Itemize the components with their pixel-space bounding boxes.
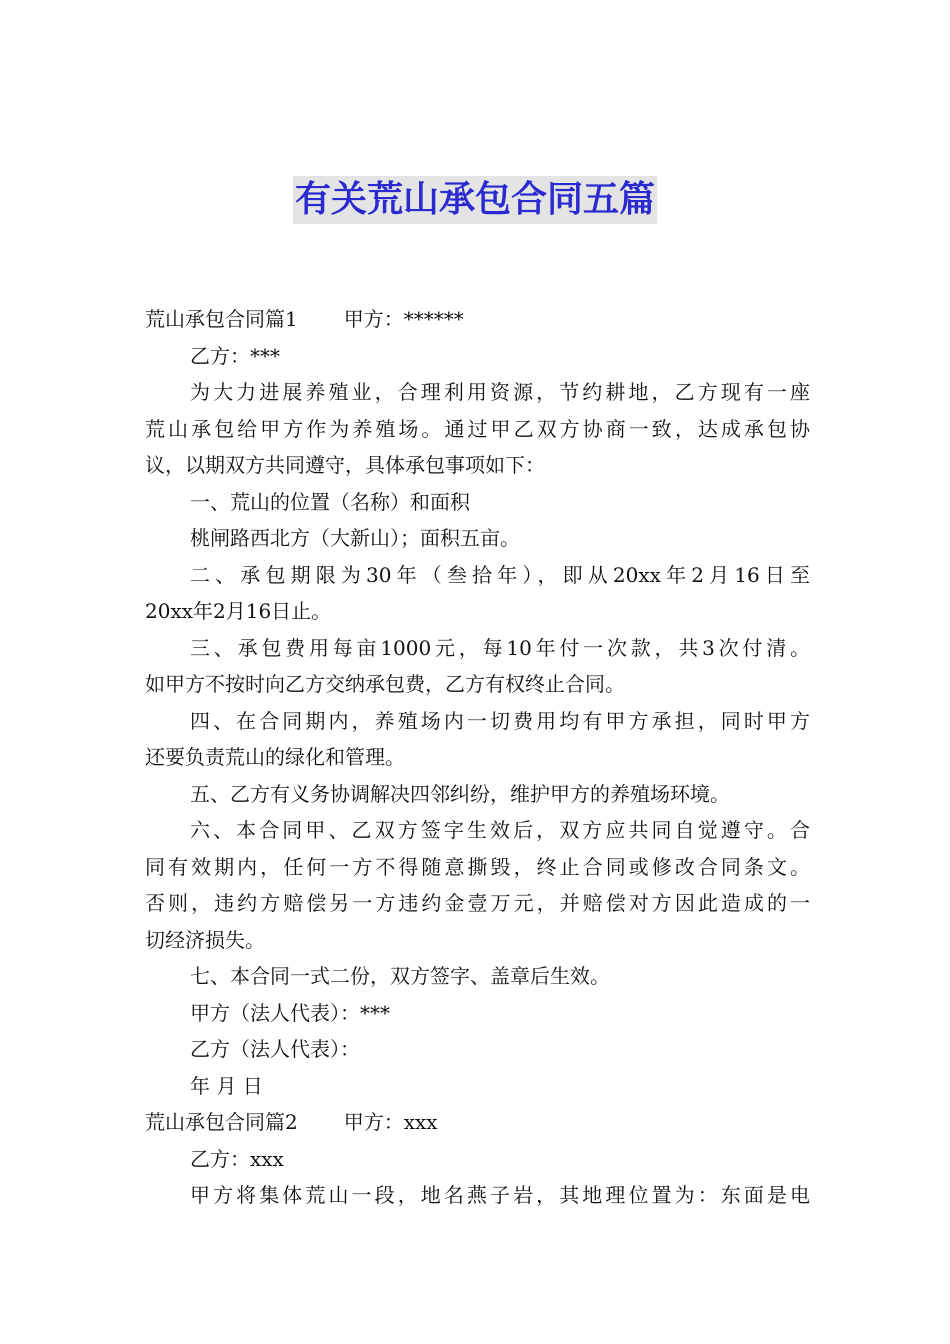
line-text: 甲方（法人代表）：*** bbox=[190, 1000, 390, 1025]
line-text: 乙方：*** bbox=[190, 343, 280, 368]
text-line bbox=[145, 520, 810, 557]
text-line bbox=[145, 666, 810, 703]
line-text: 20xx年2月16日止。 bbox=[145, 599, 332, 623]
text-line bbox=[145, 1031, 810, 1068]
text-line bbox=[145, 1104, 810, 1141]
text-line bbox=[145, 593, 810, 630]
line-text: 同有效期内，任何一方不得随意撕毁，终止合同或修改合同条文。 bbox=[145, 854, 810, 879]
line-text: 一、荒山的位置（名称）和面积 bbox=[190, 489, 470, 514]
line-text: 还要负责荒山的绿化和管理。 bbox=[145, 745, 405, 769]
line-text: 荒山承包给甲方作为养殖场。通过甲乙双方协商一致，达成承包协 bbox=[145, 416, 810, 441]
text-line bbox=[145, 301, 810, 338]
line-text: 如甲方不按时向乙方交纳承包费，乙方有权终止合同。 bbox=[145, 672, 625, 696]
line-text: 四、在合同期内，养殖场内一切费用均有甲方承担，同时甲方 bbox=[190, 708, 810, 733]
line-text: 七、本合同一式二份，双方签字、盖章后生效。 bbox=[190, 964, 610, 988]
text-line bbox=[145, 739, 810, 776]
line-text: 为大力进展养殖业，合理利用资源，节约耕地，乙方现有一座 bbox=[190, 380, 810, 404]
title-container bbox=[0, 176, 950, 224]
line-text: 二、承包期限为30年（叁拾年），即从20xx年2月16日至 bbox=[190, 562, 810, 587]
text-line bbox=[145, 885, 810, 922]
text-line bbox=[145, 447, 810, 484]
line-text: 议，以期双方共同遵守，具体承包事项如下： bbox=[145, 453, 545, 477]
text-line bbox=[145, 812, 810, 849]
text-line bbox=[145, 995, 810, 1032]
line-text: 乙方（法人代表）： bbox=[190, 1037, 360, 1061]
text-line bbox=[145, 958, 810, 995]
line-text: 乙方：xxx bbox=[190, 1146, 284, 1171]
text-line bbox=[145, 411, 810, 448]
text-line bbox=[145, 776, 810, 813]
line-text: 荒山承包合同篇2 bbox=[145, 1110, 298, 1134]
line-text: 六、本合同甲、乙双方签字生效后，双方应共同自觉遵守。合 bbox=[190, 818, 810, 842]
line-text: 三、承包费用每亩1000元，每10年付一次款，共3次付清。 bbox=[190, 635, 810, 660]
text-line bbox=[145, 374, 810, 411]
text-line bbox=[145, 1141, 810, 1178]
line-text: 桃闸路西北方（大新山）；面积五亩。 bbox=[190, 526, 520, 550]
text-line bbox=[145, 630, 810, 667]
line-text: 甲方将集体荒山一段，地名燕子岩，其地理位置为：东面是电 bbox=[190, 1183, 810, 1207]
text-line bbox=[145, 849, 810, 886]
text-line bbox=[145, 1068, 810, 1105]
line-text: 年 月 日 bbox=[190, 1073, 263, 1098]
line-text: 五、乙方有义务协调解决四邻纠纷，维护甲方的养殖场环境。 bbox=[190, 781, 730, 806]
party-a-label: 甲方：xxx bbox=[343, 1110, 438, 1134]
party-a-label: 甲方：****** bbox=[343, 307, 464, 331]
line-text: 否则，违约方赔偿另一方违约金壹万元，并赔偿对方因此造成的一 bbox=[145, 891, 810, 915]
text-line bbox=[145, 1177, 810, 1214]
line-text: 切经济损失。 bbox=[145, 927, 265, 952]
text-line bbox=[145, 557, 810, 594]
text-line bbox=[145, 922, 810, 959]
text-line bbox=[145, 338, 810, 375]
text-line bbox=[145, 703, 810, 740]
document-body bbox=[145, 301, 810, 1214]
text-line bbox=[145, 484, 810, 521]
document-title: 有关荒山承包合同五篇 bbox=[293, 176, 657, 224]
line-text: 荒山承包合同篇1 bbox=[145, 307, 298, 331]
